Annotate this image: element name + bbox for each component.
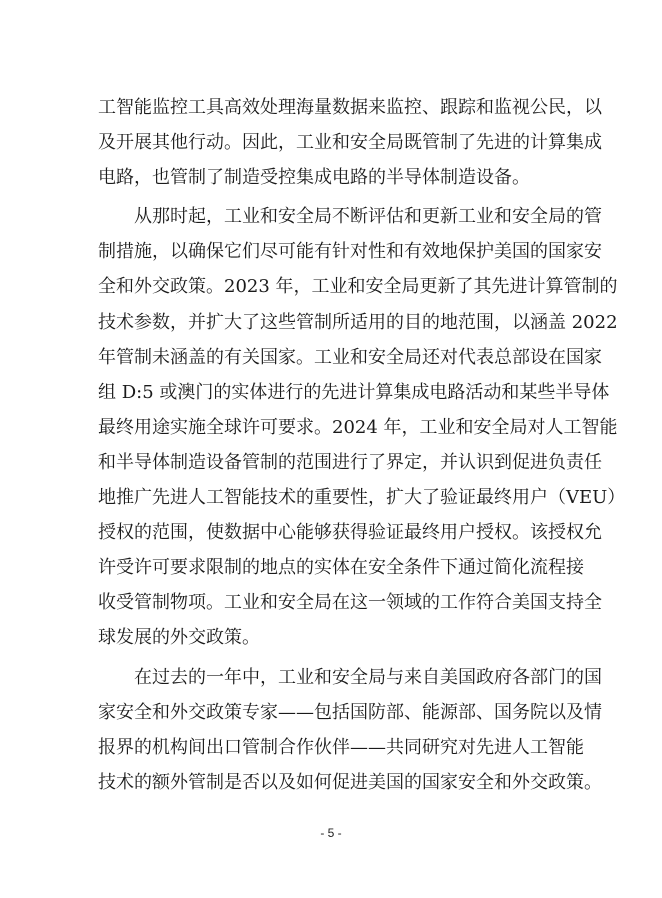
paragraph-line: 技术参数，并扩大了这些管制所适用的目的地范围，以涵盖 2022 (98, 311, 618, 333)
paragraph-line: 从那时起，工业和安全局不断评估和更新工业和安全局的管 (134, 206, 602, 228)
paragraph-line: 工智能监控工具高效处理海量数据来监控、跟踪和监视公民，以 (98, 97, 602, 118)
paragraph-line: 组 D:5 或澳门的实体进行的先进计算集成电路活动和某些半导体 (98, 381, 610, 403)
paragraph-line: 及开展其他行动。因此，工业和安全局既管制了先进的计算集成 (98, 132, 602, 154)
paragraph-line: 最终用途实施全球许可要求。2024 年，工业和安全局对人工智能 (98, 416, 618, 438)
paragraph-line: 许受许可要求限制的地点的实体在安全条件下通过简化流程接 (98, 557, 584, 579)
paragraph-line: 在过去的一年中，工业和安全局与来自美国政府各部门的国 (134, 666, 602, 688)
paragraph-line: 电路，也管制了制造受控集成电路的半导体制造设备。 (98, 167, 530, 189)
paragraph-1 (98, 90, 602, 195)
paragraph-line: 收受管制物项。工业和安全局在这一领域的工作符合美国支持全 (98, 592, 602, 614)
paragraph-line: 授权的范围，使数据中心能够获得验证最终用户授权。该授权允 (98, 522, 602, 544)
paragraph-line: 全和外交政策。2023 年，工业和安全局更新了其先进计算管制的 (98, 276, 618, 298)
page-number: - 5 - (320, 826, 342, 840)
paragraph-line: 地推广先进人工智能技术的重要性，扩大了验证最终用户（VEU） (98, 487, 626, 509)
paragraph-2 (98, 199, 626, 655)
paragraph-line: 技术的额外管制是否以及如何促进美国的国家安全和外交政策。 (98, 771, 602, 793)
paragraph-line: 球发展的外交政策。 (98, 627, 260, 649)
paragraph-line: 制措施，以确保它们尽可能有针对性和有效地保护美国的国家安 (98, 241, 602, 263)
paragraph-line: 和半导体制造设备管制的范围进行了界定，并认识到促进负责任 (98, 451, 602, 473)
paragraph-line: 报界的机构间出口管制合作伙伴——共同研究对先进人工智能 (98, 736, 584, 758)
paragraph-line: 年管制未涵盖的有关国家。工业和安全局还对代表总部设在国家 (98, 346, 602, 368)
paragraph-line: 家安全和外交政策专家——包括国防部、能源部、国务院以及情 (98, 701, 602, 723)
paragraph-3 (98, 660, 602, 800)
body-text (98, 90, 626, 800)
